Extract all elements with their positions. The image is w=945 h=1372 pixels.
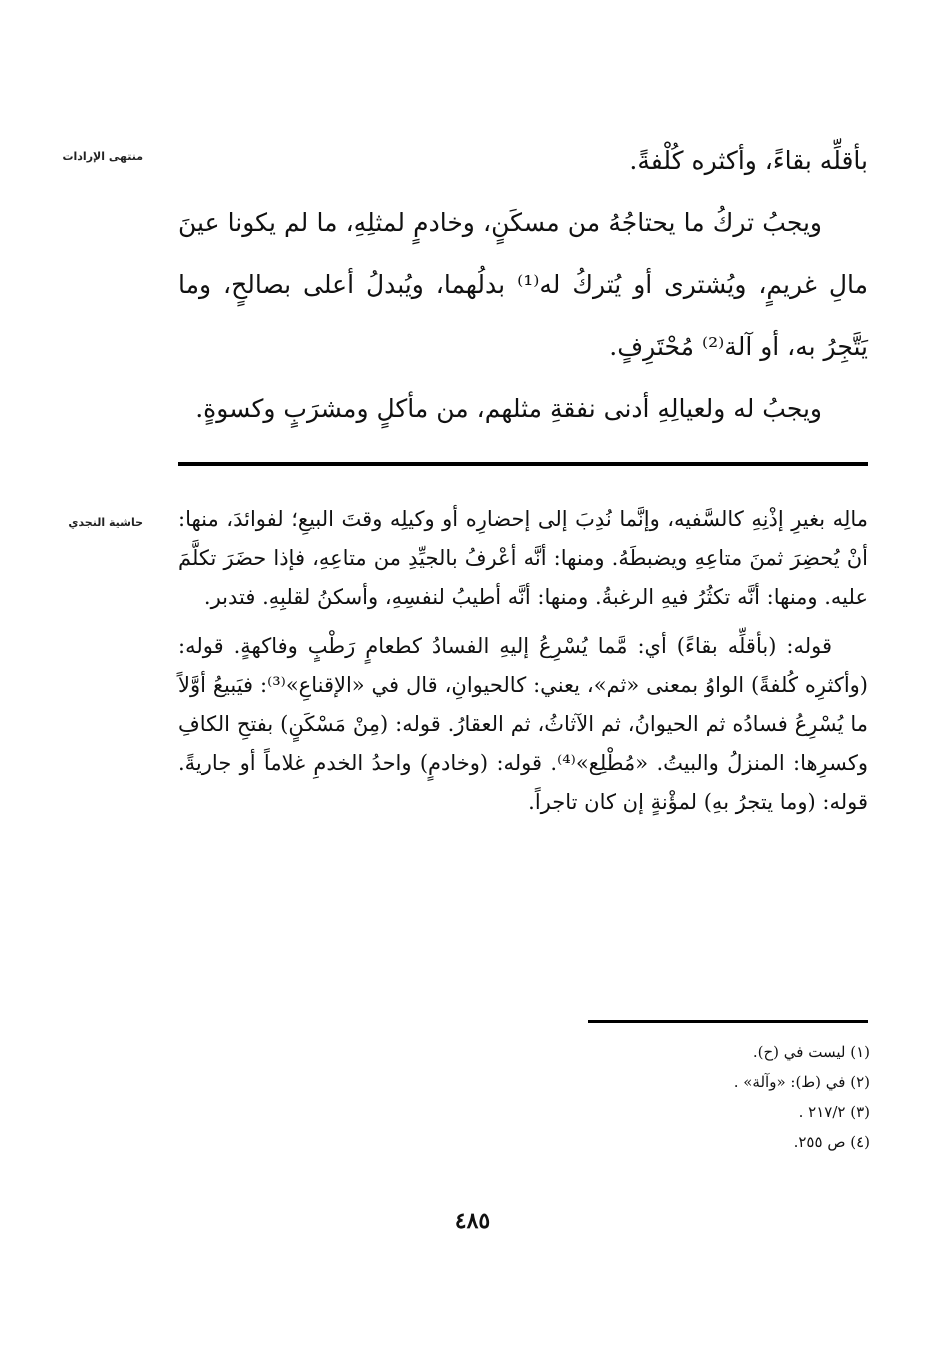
- footnote-2: (٢) في (ط): «وآلة» .: [733, 1073, 870, 1091]
- footnote-4: (٤) ص ٢٥٥.: [793, 1133, 870, 1151]
- side-label-matn: منتهى الإرادات: [62, 150, 143, 163]
- page-number: ٤٨٥: [454, 1208, 491, 1234]
- hashiya-paragraph-2: قوله: (بأقلِّه بقاءً) أي: مَّما يُسْرِعُ إليهِ الفسادُ كطعامٍ رَطْبٍ وفاكهةٍ. قوله: (وأكثرِه كُلفةً) الواوُ بمعنى «ثم»، يعني: كالحيوانِ، قال في «الإقناعِ»⁽³⁾: فيَبيعُ أوَّلاً ما يُسْرِعُ فسادُه ثم الحيوانُ، ثم الآثاثُ، ثم العقارُ. قوله: (مِنْ مَسْكَنٍ) بفتحِ الكافِ وكسرِها: المنزلُ والبيتُ. «مُطْلِع»⁽⁴⁾. قوله: (وخادمٍ) واحدُ الخدمِ غلاماً أو جاريةً. قوله: (وما يتجرُ بهِ) لمؤْنةٍ إن كان تاجراً.: [178, 634, 869, 814]
- footnotes: [500, 1037, 870, 1157]
- matn-paragraph-2: ويجبُ تركُ ما يحتاجُهُ من مسكَنٍ، وخادمٍ لمثلِهِ، ما لم يكونا عينَ مالِ غريمٍ، ويُشترى أو يُتركُ له⁽¹⁾ بدلُهما، ويُبدلُ أعلى بصالحٍ، وما يَتَّجِرُ به، أو آلة⁽²⁾ مُحْتَرِفٍ.: [178, 208, 868, 361]
- matn-paragraph-3: ويجبُ له ولعيالِهِ أدنى نفقةِ مثلهم، من مأكلٍ ومشرَبٍ وكسوةٍ.: [195, 394, 822, 423]
- matn-paragraph-1: بأقلِّه بقاءً، وأكثره كُلْفةً.: [629, 146, 868, 175]
- footnote-divider: [588, 1020, 868, 1023]
- side-label-hashiya: حاشية النجدي: [68, 516, 143, 529]
- hashiya-paragraph-1: مالِه بغيرِ إذْنِهِ كالسَّفيه، وإنَّما نُدِبَ إلى إحضارِه أو وكيلِه وقتَ البيعِ؛ لفوائدَ، منها: أنْ يُحضِرَ ثمنَ متاعِهِ ويضبطَهُ. ومنها: أنَّه أعْرفُ بالجيِّدِ من متاعِهِ، فإذا حضَرَ تكلَّمَ عليه. ومنها: أنَّه تكثُرُ فيهِ الرغبةُ. ومنها: أنَّه أطيبُ لنفسِهِ، وأسكنُ لقلبِهِ. فتدبر.: [178, 507, 868, 609]
- footnote-3: (٣) ٢١٧/٢ .: [798, 1103, 870, 1121]
- hashiya-text: [178, 500, 868, 822]
- matn-text: [178, 130, 868, 440]
- section-divider: [178, 462, 868, 466]
- footnote-1: (١) ليست في (ح).: [752, 1043, 870, 1061]
